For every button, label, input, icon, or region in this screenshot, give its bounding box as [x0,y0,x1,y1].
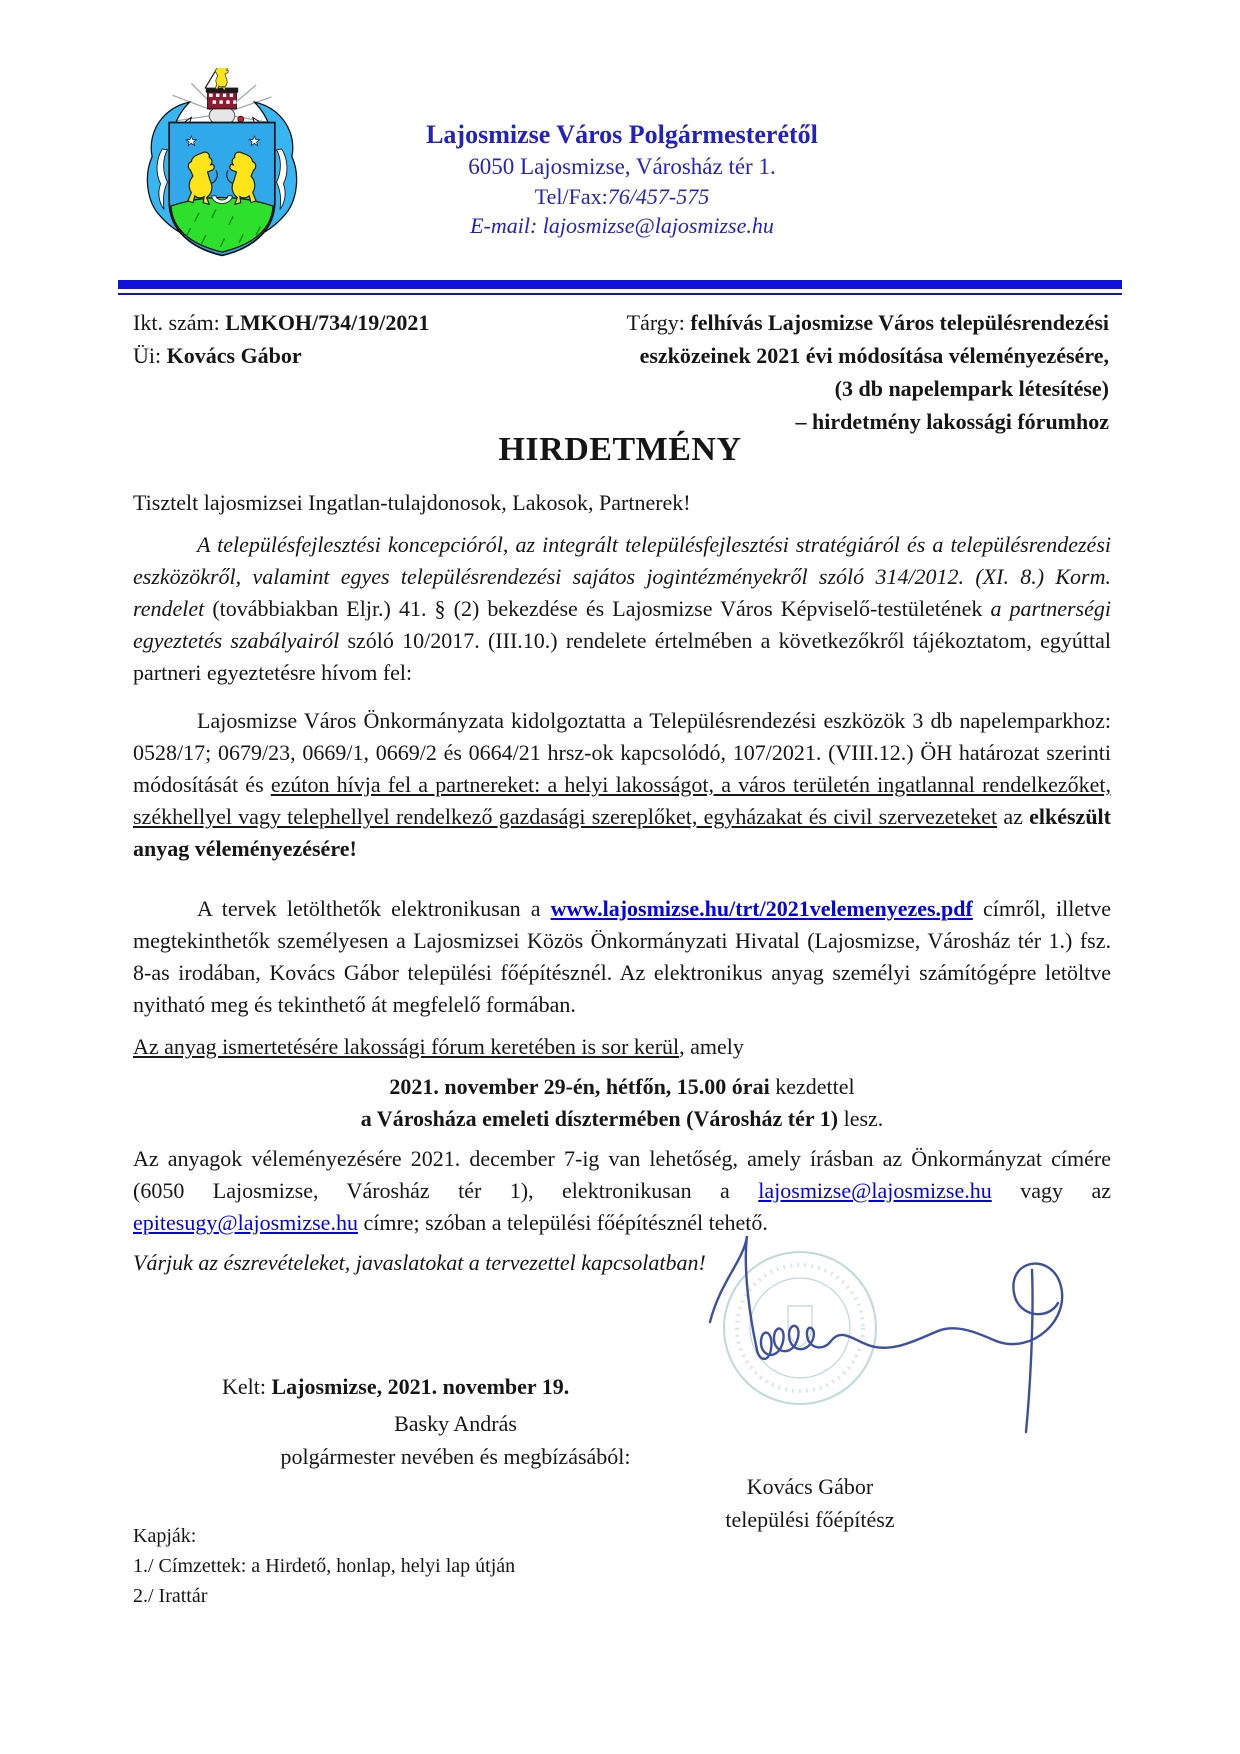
reference-left [133,306,429,372]
event-datetime-line: 2021. november 29-én, hétfőn, 15.00 órai kezdettel [389,1074,855,1099]
plan-download-link[interactable]: www.lajosmizse.hu/trt/2021velemenyezes.pdf [550,896,973,921]
divider-thin-line [118,293,1122,295]
distribution-item: 1./ Címzettek: a Hirdető, honlap, helyi lap útján [133,1555,516,1577]
paragraph-forum-notice: Az anyag ismertetésére lakossági fórum keretében is sor kerül, amely [133,1034,744,1059]
mayor-name: Basky András [394,1411,517,1436]
signer-block [660,1470,960,1536]
event-location-line: a Városháza emeleti dísztermében (Városház tér 1) lesz. [360,1106,884,1131]
salutation: Tisztelt lajosmizsei Ingatlan-tulajdonosok, Lakosok, Partnerek! [133,490,691,515]
paragraph-feedback-options: Az anyagok véleményezésére 2021. december 7-ig van lehetőség, amely írásban az Önkormányzat címére (6050 Lajosmizse, Városház tér 1), elektronikusan a lajosmizse@lajosmizse.hu vagy az epitesugy@lajosmizse.hu címre; szóban a települési főépítésznél tehető. [133,1146,1111,1235]
document-body [133,487,1111,1279]
subject-line-1: Tárgy: felhívás Lajosmizse Város településrendezési [626,310,1109,335]
closing-request-line: Várjuk az észrevételeket, javaslatokat a tervezettel kapcsolatban! [133,1250,706,1275]
org-email: E-mail: lajosmizse@lajosmizse.hu [470,213,774,238]
signature-scribble-icon [710,1236,1062,1432]
org-phone: Tel/Fax:76/457-575 [534,184,710,209]
mayor-role-line: polgármester nevében és megbízásából: [280,1444,631,1469]
signer-title: települési főépítész [725,1507,895,1532]
paragraph-modification-call: Lajosmizse Város Önkormányzata kidolgoztatta a Településrendezési eszközök 3 db napelemparkhoz: 0528/17; 0679/23, 0669/1, 0669/2 és 0664/21 hrsz-ok kapcsolódó, 107/2021. (VIII.12.) ÖH határozat szerinti módosítását és ezúton hívja fel a partnereket: a helyi lakosságot, a város területén ingatlannal rendelkezőket, székhellyel vagy telephellyel rendelkező gazdasági szereplőket, egyházakat és civil szervezeteket az elkészült anyag véleményezésére! [133,708,1111,861]
document-title: HIRDETMÉNY [498,431,742,468]
divider-thick-line [118,280,1122,289]
file-number-line: Ikt. szám: LMKOH/734/19/2021 [133,310,430,335]
subject-block [499,306,1109,438]
distribution-item: 2./ Irattár [133,1585,208,1607]
signer-name: Kovács Gábor [746,1474,874,1499]
signature-and-stamp [650,1198,1120,1458]
date-line: Kelt: Lajosmizse, 2021. november 19. [222,1374,570,1399]
org-address: 6050 Lajosmizse, Városház tér 1. [468,154,776,179]
paragraph-legal-basis: A településfejlesztési koncepcióról, az integrált településfejlesztési stratégiáról és a településrendezési eszközökről, valamint egyes településrendezési sajátos jogintézményekről szóló 314/2012. (XI. 8.) Korm. rendelet (továbbiakban Eljr.) 41. § (2) bekezdése és Lajosmizse Város Képviselő-testületének a partnerségi egyeztetés szabályairól szóló 10/2017. (III.10.) rendelete értelmében a következőkről tájékoztatom, egyúttal partneri egyeztetésre hívom fel: [133,532,1111,685]
header-divider [118,280,1122,295]
email-link-lajosmizse[interactable]: lajosmizse@lajosmizse.hu [758,1178,992,1203]
subject-line-4: – hirdetmény lakossági fórumhoz [795,409,1109,434]
email-link-epitesugy[interactable]: epitesugy@lajosmizse.hu [133,1210,358,1235]
org-name: Lajosmizse Város Polgármesterétől [426,120,818,149]
distribution-list [133,1521,515,1611]
subject-line-3: (3 db napelempark létesítése) [834,376,1109,401]
paragraph-download-info: A tervek letölthetők elektronikusan a www.lajosmizse.hu/trt/2021velemenyezes.pdf címről, illetve megtekinthetők személyesen a Lajosmizsei Közös Önkormányzati Hivatal (Lajosmizse, Városház tér 1.) fsz. 8-as irodában, Kovács Gábor települési főépítésznél. Az elektronikus anyag személyi számítógépre letöltve nyitható meg és tekinthető át megfelelő formában. [133,896,1112,1017]
letterhead [133,118,1111,240]
distribution-label: Kapják: [133,1525,197,1547]
case-officer-line: Üi: Kovács Gábor [133,343,302,368]
subject-line-2: eszközeinek 2021 évi módosítása véleményezésére, [639,343,1109,368]
